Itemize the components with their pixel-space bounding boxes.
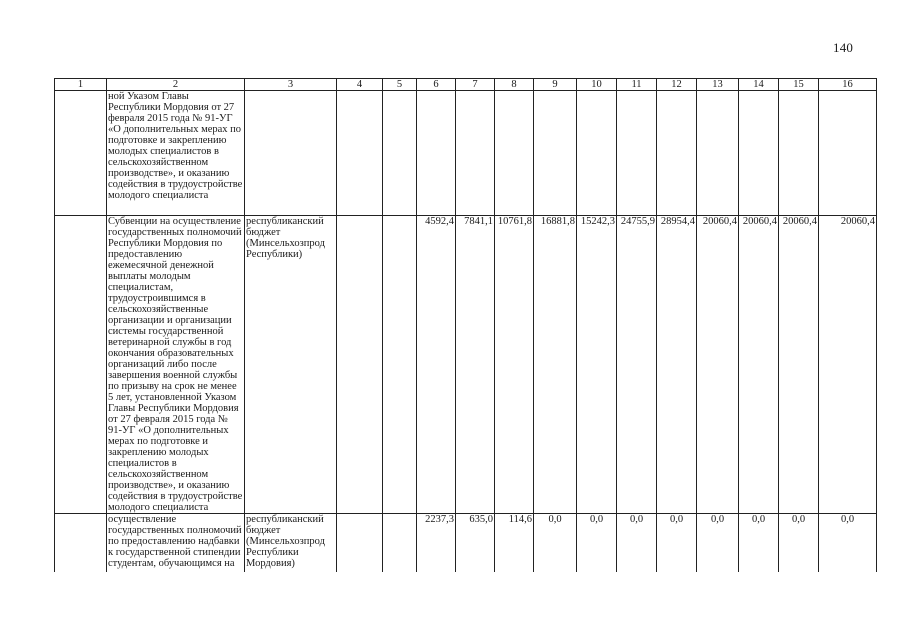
column-header: 9 (534, 79, 577, 91)
value-cell (456, 91, 495, 216)
table-row (55, 91, 877, 216)
table-cell (383, 216, 417, 514)
column-header: 6 (417, 79, 456, 91)
column-header: 4 (337, 79, 383, 91)
value-cell: 24755,9 (617, 216, 657, 514)
table-row (55, 514, 877, 573)
table-cell (337, 216, 383, 514)
column-header: 1 (55, 79, 107, 91)
column-header: 11 (617, 79, 657, 91)
budget-table (54, 78, 877, 572)
page-number: 140 (833, 40, 854, 55)
value-cell: 0,0 (617, 514, 657, 573)
column-header: 3 (245, 79, 337, 91)
value-cell: 20060,4 (819, 216, 877, 514)
value-cell: 10761,8 (495, 216, 534, 514)
funding-source-cell (245, 91, 337, 216)
table-row (55, 216, 877, 514)
value-cell: 0,0 (739, 514, 779, 573)
table-cell (383, 91, 417, 216)
column-header: 7 (456, 79, 495, 91)
column-header: 14 (739, 79, 779, 91)
value-cell (617, 91, 657, 216)
value-cell (534, 91, 577, 216)
value-cell: 4592,4 (417, 216, 456, 514)
value-cell: 0,0 (819, 514, 877, 573)
funding-source-cell: республиканский бюджет (Минсельхозпрод Республики) (245, 216, 337, 514)
column-header: 5 (383, 79, 417, 91)
column-header: 8 (495, 79, 534, 91)
value-cell: 0,0 (534, 514, 577, 573)
measure-description-cell: осуществление государственных полномочий по предоставлению надбавки к государственной стипендии студентам, обучающимся на (107, 514, 245, 573)
value-cell (779, 91, 819, 216)
row-index-cell (55, 216, 107, 514)
table-cell (337, 514, 383, 573)
value-cell: 20060,4 (779, 216, 819, 514)
column-header: 16 (819, 79, 877, 91)
column-header: 15 (779, 79, 819, 91)
value-cell: 15242,3 (577, 216, 617, 514)
column-number-row (55, 79, 877, 91)
value-cell: 20060,4 (739, 216, 779, 514)
value-cell: 20060,4 (697, 216, 739, 514)
value-cell (417, 91, 456, 216)
row-index-cell (55, 514, 107, 573)
value-cell: 0,0 (779, 514, 819, 573)
column-header: 13 (697, 79, 739, 91)
value-cell: 114,6 (495, 514, 534, 573)
table-cell (337, 91, 383, 216)
value-cell: 0,0 (697, 514, 739, 573)
value-cell: 7841,1 (456, 216, 495, 514)
measure-description-cell: ной Указом Главы Республики Мордовия от 27 февраля 2015 года № 91-УГ «О дополнительных мерах по подготовке и закреплению молодых специалистов в сельскохозяйственном производстве», и оказанию содействия в трудоустройстве молодого специалиста (107, 91, 245, 216)
value-cell: 0,0 (577, 514, 617, 573)
value-cell: 635,0 (456, 514, 495, 573)
value-cell (819, 91, 877, 216)
column-header: 10 (577, 79, 617, 91)
value-cell (657, 91, 697, 216)
value-cell (739, 91, 779, 216)
measure-description-cell: Субвенции на осуществление государственных полномочий Республики Мордовия по предоставлению ежемесячной денежной выплаты молодым специалистам, трудоустроившимся в сельскохозяйственные организации и организации системы государственной ветеринарной службы в год окончания образовательных организаций либо после завершения военной службы по призыву на срок не менее 5 лет, установленной Указом Главы Республики Мордовия от 27 февраля 2015 года № 91-УГ «О дополнительных мерах по подготовке и закреплению молодых специалистов в сельскохозяйственном производстве», и оказанию содействия в трудоустройстве молодого специалиста (107, 216, 245, 514)
value-cell (495, 91, 534, 216)
value-cell: 0,0 (657, 514, 697, 573)
value-cell (577, 91, 617, 216)
row-index-cell (55, 91, 107, 216)
column-header: 12 (657, 79, 697, 91)
value-cell: 2237,3 (417, 514, 456, 573)
value-cell (697, 91, 739, 216)
value-cell: 28954,4 (657, 216, 697, 514)
column-header: 2 (107, 79, 245, 91)
table-cell (383, 514, 417, 573)
funding-source-cell: республиканский бюджет (Минсельхозпрод Республики Мордовия) (245, 514, 337, 573)
value-cell: 16881,8 (534, 216, 577, 514)
